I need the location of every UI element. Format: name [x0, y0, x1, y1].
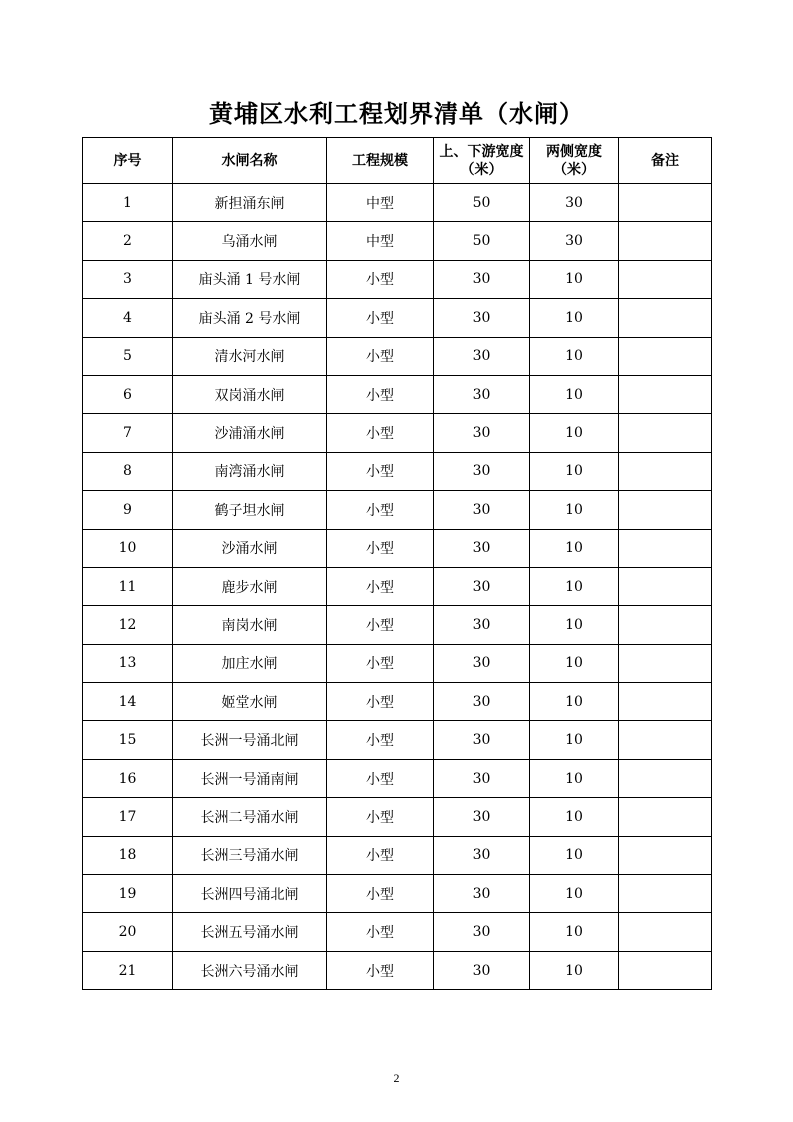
cell-seq: 19 — [83, 875, 173, 913]
table-row — [83, 836, 712, 874]
cell-updown-width: 30 — [434, 683, 530, 721]
cell-side-width: 10 — [530, 337, 619, 375]
cell-side-width: 30 — [530, 222, 619, 260]
cell-side-width: 10 — [530, 567, 619, 605]
cell-updown-width: 30 — [434, 951, 530, 989]
header-updown-line2: （米） — [460, 161, 503, 178]
cell-remark — [619, 875, 712, 913]
table-row — [83, 491, 712, 529]
header-seq: 序号 — [83, 138, 173, 184]
cell-remark — [619, 913, 712, 951]
table-row — [83, 951, 712, 989]
cell-seq: 6 — [83, 375, 173, 413]
cell-scale: 小型 — [327, 875, 434, 913]
cell-remark — [619, 683, 712, 721]
cell-remark — [619, 414, 712, 452]
cell-scale: 小型 — [327, 260, 434, 298]
table-row — [83, 452, 712, 490]
cell-updown-width: 50 — [434, 222, 530, 260]
cell-updown-width: 30 — [434, 567, 530, 605]
table-row — [83, 606, 712, 644]
cell-name: 长洲五号涌水闸 — [173, 913, 327, 951]
cell-scale: 小型 — [327, 721, 434, 759]
cell-seq: 13 — [83, 644, 173, 682]
cell-scale: 小型 — [327, 529, 434, 567]
cell-scale: 小型 — [327, 606, 434, 644]
cell-side-width: 10 — [530, 375, 619, 413]
cell-side-width: 10 — [530, 875, 619, 913]
cell-seq: 1 — [83, 184, 173, 222]
cell-seq: 18 — [83, 836, 173, 874]
cell-seq: 14 — [83, 683, 173, 721]
cell-remark — [619, 375, 712, 413]
cell-updown-width: 30 — [434, 375, 530, 413]
cell-updown-width: 30 — [434, 644, 530, 682]
cell-side-width: 10 — [530, 913, 619, 951]
cell-updown-width: 30 — [434, 875, 530, 913]
table-row — [83, 798, 712, 836]
cell-name: 长洲四号涌北闸 — [173, 875, 327, 913]
cell-name: 南湾涌水闸 — [173, 452, 327, 490]
cell-remark — [619, 836, 712, 874]
table-row — [83, 567, 712, 605]
cell-name: 长洲三号涌水闸 — [173, 836, 327, 874]
table-row — [83, 184, 712, 222]
cell-scale: 小型 — [327, 567, 434, 605]
cell-seq: 20 — [83, 913, 173, 951]
cell-side-width: 10 — [530, 414, 619, 452]
cell-name: 双岗涌水闸 — [173, 375, 327, 413]
table-header-row — [83, 138, 712, 184]
cell-remark — [619, 337, 712, 375]
cell-updown-width: 30 — [434, 606, 530, 644]
cell-updown-width: 30 — [434, 836, 530, 874]
cell-name: 长洲一号涌北闸 — [173, 721, 327, 759]
header-updown-width — [434, 138, 530, 184]
table-row — [83, 299, 712, 337]
cell-remark — [619, 567, 712, 605]
cell-updown-width: 30 — [434, 913, 530, 951]
table-row — [83, 683, 712, 721]
cell-scale: 小型 — [327, 683, 434, 721]
cell-name: 沙浦涌水闸 — [173, 414, 327, 452]
table-row — [83, 222, 712, 260]
cell-name: 南岗水闸 — [173, 606, 327, 644]
cell-name: 长洲二号涌水闸 — [173, 798, 327, 836]
cell-remark — [619, 299, 712, 337]
cell-name: 庙头涌 1 号水闸 — [173, 260, 327, 298]
cell-scale: 小型 — [327, 375, 434, 413]
header-side-line1: 两侧宽度 — [546, 143, 602, 160]
cell-side-width: 10 — [530, 644, 619, 682]
table-row — [83, 375, 712, 413]
cell-scale: 中型 — [327, 184, 434, 222]
cell-side-width: 10 — [530, 260, 619, 298]
cell-side-width: 10 — [530, 683, 619, 721]
cell-remark — [619, 222, 712, 260]
cell-side-width: 10 — [530, 759, 619, 797]
cell-name: 长洲六号涌水闸 — [173, 951, 327, 989]
table-row — [83, 337, 712, 375]
cell-remark — [619, 951, 712, 989]
cell-name: 鹤子坦水闸 — [173, 491, 327, 529]
cell-remark — [619, 644, 712, 682]
cell-name: 长洲一号涌南闸 — [173, 759, 327, 797]
cell-remark — [619, 721, 712, 759]
header-remark: 备注 — [619, 138, 712, 184]
header-side-width — [530, 138, 619, 184]
cell-scale: 小型 — [327, 951, 434, 989]
cell-updown-width: 30 — [434, 491, 530, 529]
page-number: 2 — [393, 1071, 400, 1085]
cell-remark — [619, 452, 712, 490]
header-scale: 工程规模 — [327, 138, 434, 184]
cell-updown-width: 30 — [434, 260, 530, 298]
cell-scale: 小型 — [327, 836, 434, 874]
cell-updown-width: 30 — [434, 798, 530, 836]
cell-side-width: 10 — [530, 491, 619, 529]
table-row — [83, 721, 712, 759]
cell-seq: 16 — [83, 759, 173, 797]
cell-scale: 小型 — [327, 491, 434, 529]
cell-side-width: 10 — [530, 529, 619, 567]
cell-side-width: 10 — [530, 721, 619, 759]
cell-scale: 小型 — [327, 337, 434, 375]
cell-seq: 21 — [83, 951, 173, 989]
cell-side-width: 10 — [530, 836, 619, 874]
cell-updown-width: 50 — [434, 184, 530, 222]
cell-remark — [619, 606, 712, 644]
table-row — [83, 759, 712, 797]
cell-seq: 12 — [83, 606, 173, 644]
cell-remark — [619, 184, 712, 222]
cell-side-width: 10 — [530, 606, 619, 644]
cell-name: 庙头涌 2 号水闸 — [173, 299, 327, 337]
cell-name: 清水河水闸 — [173, 337, 327, 375]
cell-side-width: 10 — [530, 951, 619, 989]
cell-remark — [619, 759, 712, 797]
cell-remark — [619, 260, 712, 298]
cell-seq: 10 — [83, 529, 173, 567]
table-row — [83, 875, 712, 913]
table-row — [83, 260, 712, 298]
cell-seq: 3 — [83, 260, 173, 298]
cell-updown-width: 30 — [434, 759, 530, 797]
cell-side-width: 10 — [530, 798, 619, 836]
cell-scale: 小型 — [327, 644, 434, 682]
cell-seq: 17 — [83, 798, 173, 836]
cell-name: 鹿步水闸 — [173, 567, 327, 605]
cell-seq: 5 — [83, 337, 173, 375]
cell-seq: 4 — [83, 299, 173, 337]
cell-scale: 小型 — [327, 759, 434, 797]
cell-updown-width: 30 — [434, 337, 530, 375]
cell-updown-width: 30 — [434, 299, 530, 337]
cell-name: 加庄水闸 — [173, 644, 327, 682]
cell-scale: 小型 — [327, 414, 434, 452]
cell-scale: 小型 — [327, 299, 434, 337]
table-row — [83, 644, 712, 682]
cell-scale: 小型 — [327, 452, 434, 490]
cell-updown-width: 30 — [434, 529, 530, 567]
cell-side-width: 30 — [530, 184, 619, 222]
cell-updown-width: 30 — [434, 414, 530, 452]
cell-seq: 11 — [83, 567, 173, 605]
header-side-line2: （米） — [553, 161, 595, 178]
cell-updown-width: 30 — [434, 452, 530, 490]
cell-updown-width: 30 — [434, 721, 530, 759]
cell-name: 新担涌东闸 — [173, 184, 327, 222]
cell-name: 乌涌水闸 — [173, 222, 327, 260]
table-row — [83, 529, 712, 567]
cell-scale: 中型 — [327, 222, 434, 260]
header-name: 水闸名称 — [173, 138, 327, 184]
cell-name: 沙涌水闸 — [173, 529, 327, 567]
cell-scale: 小型 — [327, 913, 434, 951]
cell-seq: 15 — [83, 721, 173, 759]
sluice-table — [82, 137, 712, 990]
cell-seq: 9 — [83, 491, 173, 529]
table-body — [83, 184, 712, 990]
cell-remark — [619, 798, 712, 836]
cell-seq: 7 — [83, 414, 173, 452]
cell-side-width: 10 — [530, 452, 619, 490]
table-row — [83, 414, 712, 452]
header-updown-line1: 上、下游宽度 — [439, 143, 524, 160]
table-row — [83, 913, 712, 951]
cell-name: 姬堂水闸 — [173, 683, 327, 721]
cell-seq: 2 — [83, 222, 173, 260]
cell-remark — [619, 529, 712, 567]
cell-remark — [619, 491, 712, 529]
cell-side-width: 10 — [530, 299, 619, 337]
cell-scale: 小型 — [327, 798, 434, 836]
cell-seq: 8 — [83, 452, 173, 490]
page-title: 黄埔区水利工程划界清单（水闸） — [209, 99, 584, 128]
